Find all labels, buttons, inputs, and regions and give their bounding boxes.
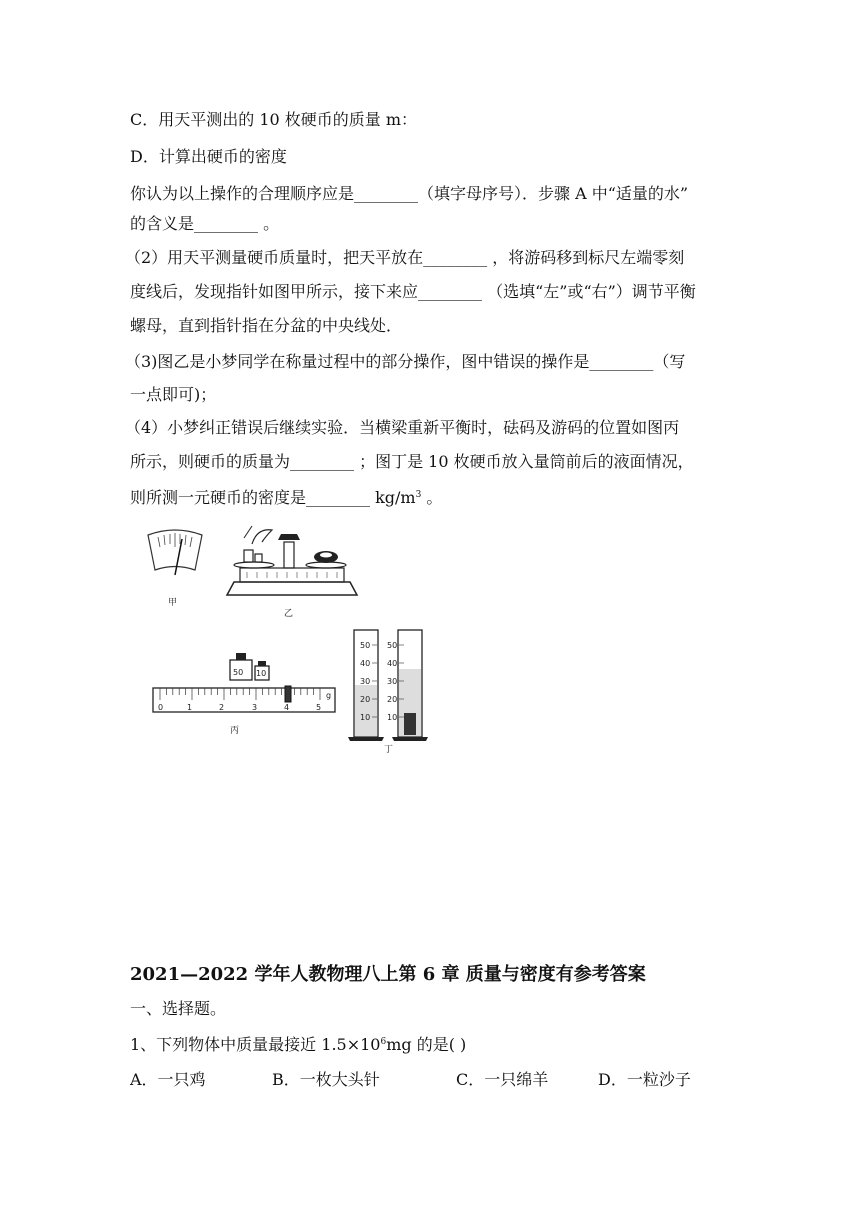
scale-tick-5: 5 <box>316 703 322 712</box>
option-d-answer: D．一粒沙子 <box>598 1070 691 1089</box>
weight-50-label: 50 <box>233 668 244 677</box>
cyl-right-tick-20: 20 <box>387 695 398 704</box>
label-jia: 甲 <box>168 598 178 608</box>
cyl-left-tick-20: 20 <box>360 695 371 704</box>
cyl-right-tick-10: 10 <box>387 713 398 722</box>
option-a: A．一只鸡 <box>130 1070 206 1089</box>
question-1-exponent: 6 <box>380 1037 387 1047</box>
scale-tick-4: 4 <box>284 703 290 712</box>
scale-tick-3: 3 <box>252 703 258 712</box>
label-yi: 乙 <box>284 609 294 619</box>
question-1 <box>130 1035 466 1055</box>
q1-line-2: 的含义是________ 。 <box>130 214 280 233</box>
option-d: D．计算出硬币的密度 <box>130 147 287 166</box>
option-b: B．一枚大头针 <box>272 1070 380 1089</box>
q1-line-1: 你认为以上操作的合理顺序应是________（填字母序号）．步骤 A 中“适量的水” <box>130 184 689 203</box>
q2-line-2: 度线后，发现指针如图甲所示，接下来应________ （选填“左”或“右”）调节平衡 <box>130 282 696 301</box>
q2-line-1: （2）用天平测量硬币质量时，把天平放在________ ，将游码移到标尺左端零刻 <box>125 248 685 267</box>
section-heading: 一、选择题。 <box>130 999 227 1018</box>
answer-title: 2021—2022 学年人教物理八上第 6 章 质量与密度有参考答案 <box>130 964 646 985</box>
option-c-answer: C．一只绵羊 <box>456 1070 549 1089</box>
figure-ding-cylinders <box>346 625 436 755</box>
q4-line-3-end: 。 <box>421 488 443 507</box>
cyl-left-tick-10: 10 <box>360 713 371 722</box>
unit-exponent: 3 <box>415 490 422 500</box>
figure-yi-balance <box>222 520 362 620</box>
q3-line-1: （3)图乙是小梦同学在称量过程中的部分操作，图中错误的操作是________（写 <box>125 352 686 371</box>
option-c: C．用天平测出的 10 枚硬币的质量 m： <box>130 110 418 129</box>
q4-line-1: （4）小梦纠正错误后继续实验．当横梁重新平衡时，砝码及游码的位置如图丙 <box>125 418 680 437</box>
label-bing: 丙 <box>230 726 240 736</box>
cyl-right-tick-30: 30 <box>387 677 398 686</box>
scale-unit: g <box>326 691 332 700</box>
scale-tick-0: 0 <box>158 703 164 712</box>
q4-line-2: 所示，则硬币的质量为________ ；图丁是 10 枚硬币放入量筒前后的液面情况， <box>130 452 694 471</box>
q3-line-2: 一点即可)； <box>130 385 217 404</box>
cyl-left-tick-30: 30 <box>360 677 371 686</box>
weight-10-label: 10 <box>256 669 267 678</box>
q4-line-3 <box>130 488 442 508</box>
cyl-left-tick-40: 40 <box>360 659 371 668</box>
cyl-left-tick-50: 50 <box>360 641 371 650</box>
q4-line-3-text: 则所测一元硬币的密度是________ kg/m <box>130 488 416 507</box>
q2-line-3: 螺母，直到指针指在分盆的中央线处． <box>130 316 403 335</box>
label-ding: 丁 <box>384 745 394 755</box>
cyl-right-tick-50: 50 <box>387 641 398 650</box>
figure-bing-scale <box>148 650 340 740</box>
question-1-end: mg 的是( ) <box>386 1035 467 1054</box>
scale-tick-1: 1 <box>187 703 193 712</box>
question-1-text: 1、下列物体中质量最接近 1.5×10 <box>130 1035 381 1054</box>
scale-tick-2: 2 <box>219 703 225 712</box>
figure-jia-pointer <box>140 525 210 610</box>
cyl-right-tick-40: 40 <box>387 659 398 668</box>
